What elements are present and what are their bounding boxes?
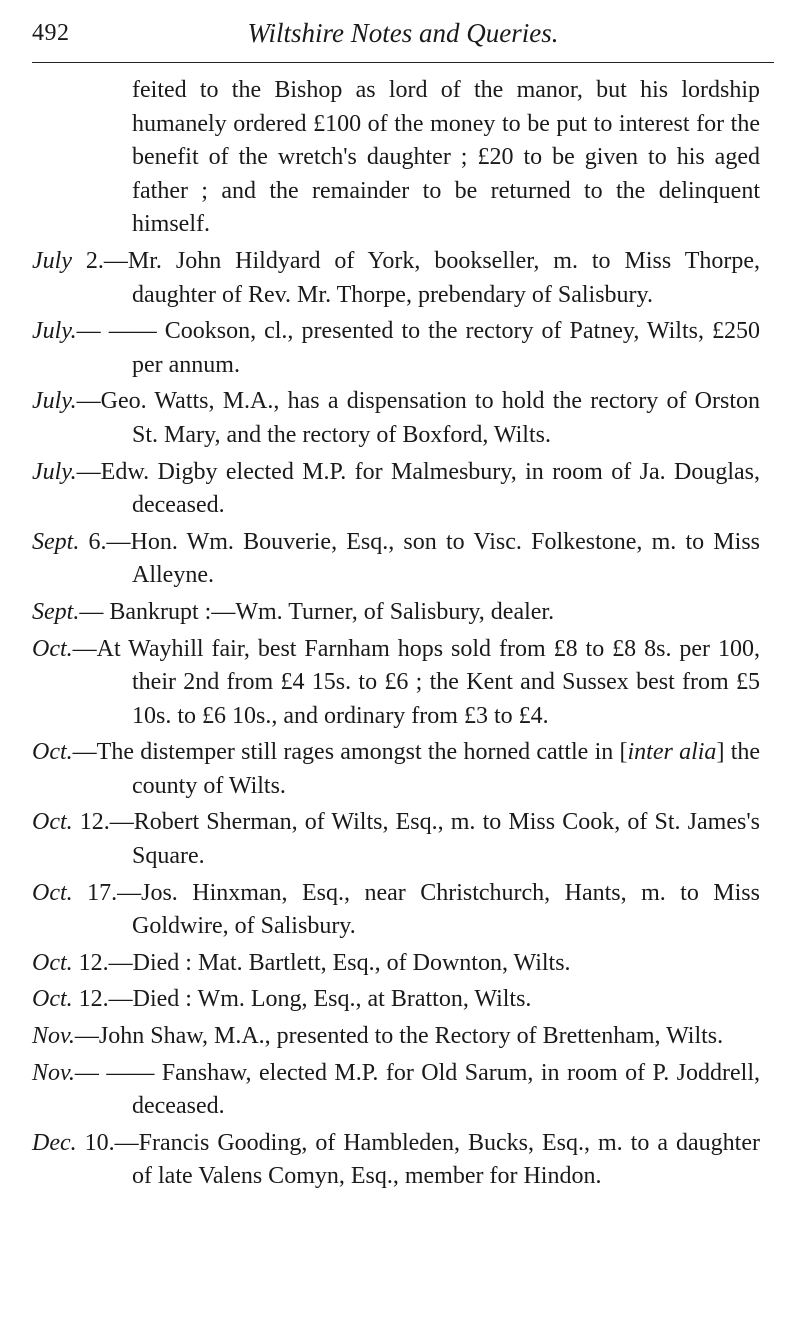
entry [32,385,760,452]
entry [32,1020,760,1054]
entry-date: Dec. [32,1129,77,1156]
entry-date: July. [32,318,77,345]
running-head: Wiltshire Notes and Queries. [247,18,559,48]
entry [32,245,760,312]
entry [32,596,760,630]
entry-date: Oct. [32,809,73,836]
entry [32,1057,760,1124]
entry-date: Nov. [32,1023,75,1050]
entry-text: 12.—Died : Mat. Bartlett, Esq., of Downton, Wilts. [72,949,571,976]
entry-date: Oct. [32,986,73,1013]
entry-text: —Geo. Watts, M.A., has a dispensation to hold the rectory of Orston St. Mary, and the rectory of Boxford, Wilts. [76,388,760,448]
entry-text: 12.—Died : Wm. Long, Esq., at Bratton, Wilts. [72,986,532,1013]
entry [32,315,760,382]
entry-date: Oct. [32,635,73,662]
entry-text: —John Shaw, M.A., presented to the Rectory of Brettenham, Wilts. [74,1023,724,1050]
entry-text: 10.—Francis Gooding, of Hambleden, Bucks, Esq., m. to a daughter of late Valens Comyn, Esq., member for Hindon. [76,1129,760,1190]
entry-date: July. [32,458,77,485]
entry-date: Oct. [32,949,73,976]
entry-date: Nov. [32,1059,75,1086]
entry [32,736,760,803]
latin-phrase: inter alia [627,739,717,766]
entry-date: July. [32,388,77,415]
entry [32,526,760,593]
continuation-paragraph: feited to the Bishop as lord of the manor, but his lordship humanely ordered £100 of the money to be put to interest for the benefit of the wretch's daughter ; £20 to be given to his aged father ; and the remainder to be returned to the delinquent himself. [132,77,760,238]
entry [32,877,760,944]
entry-date: Sept. [32,598,80,625]
entry-date: Oct. [32,739,73,766]
entry [32,456,760,523]
entry-text: —Edw. Digby elected M.P. for Malmesbury, in room of Ja. Douglas, deceased. [76,458,760,519]
entry-text: 6.—Hon. Wm. Bouverie, Esq., son to Visc. Folkestone, m. to Miss Alleyne. [79,528,760,589]
page-number: 492 [32,20,70,46]
page-header [32,14,774,54]
entry-text: 2.—Mr. John Hildyard of York, bookseller, m. to Miss Thorpe, daughter of Rev. Mr. Thorpe, prebendary of Salisbury. [71,247,760,308]
entry-text: — —— Cookson, cl., presented to the rectory of Patney, Wilts, £250 per annum. [76,318,760,378]
entry-text: —At Wayhill fair, best Farnham hops sold from £8 to £8 8s. per 100, their 2nd from £4 15s. to £6 ; the Kent and Sussex best from £5 10s. to £6 10s., and ordinary from £3 to £4. [72,635,760,729]
entry-text: ] the county of Wilts. [132,739,761,799]
entry-text: 12.—Robert Sherman, of Wilts, Esq., m. to Miss Cook, of St. James's Square. [72,809,760,870]
body-text [32,74,760,1197]
header-rule [32,62,774,63]
entry [32,806,760,873]
entry-text: 17.—Jos. Hinxman, Esq., near Christchurch, Hants, m. to Miss Goldwire, of Salisbury. [72,879,760,940]
entry-text: — Bankrupt :—Wm. Turner, of Salisbury, dealer. [79,598,555,625]
entry-date: Sept. [32,528,80,555]
entry [32,947,760,981]
entry-date: Oct. [32,879,73,906]
entry [32,633,760,734]
entry-text: —The distemper still rages amongst the horned cattle in [ [72,739,628,766]
entry-date: July [32,247,72,274]
entry [32,1127,760,1194]
entry [32,983,760,1017]
entry-text: — —— Fanshaw, elected M.P. for Old Sarum, in room of P. Joddrell, deceased. [74,1059,760,1120]
